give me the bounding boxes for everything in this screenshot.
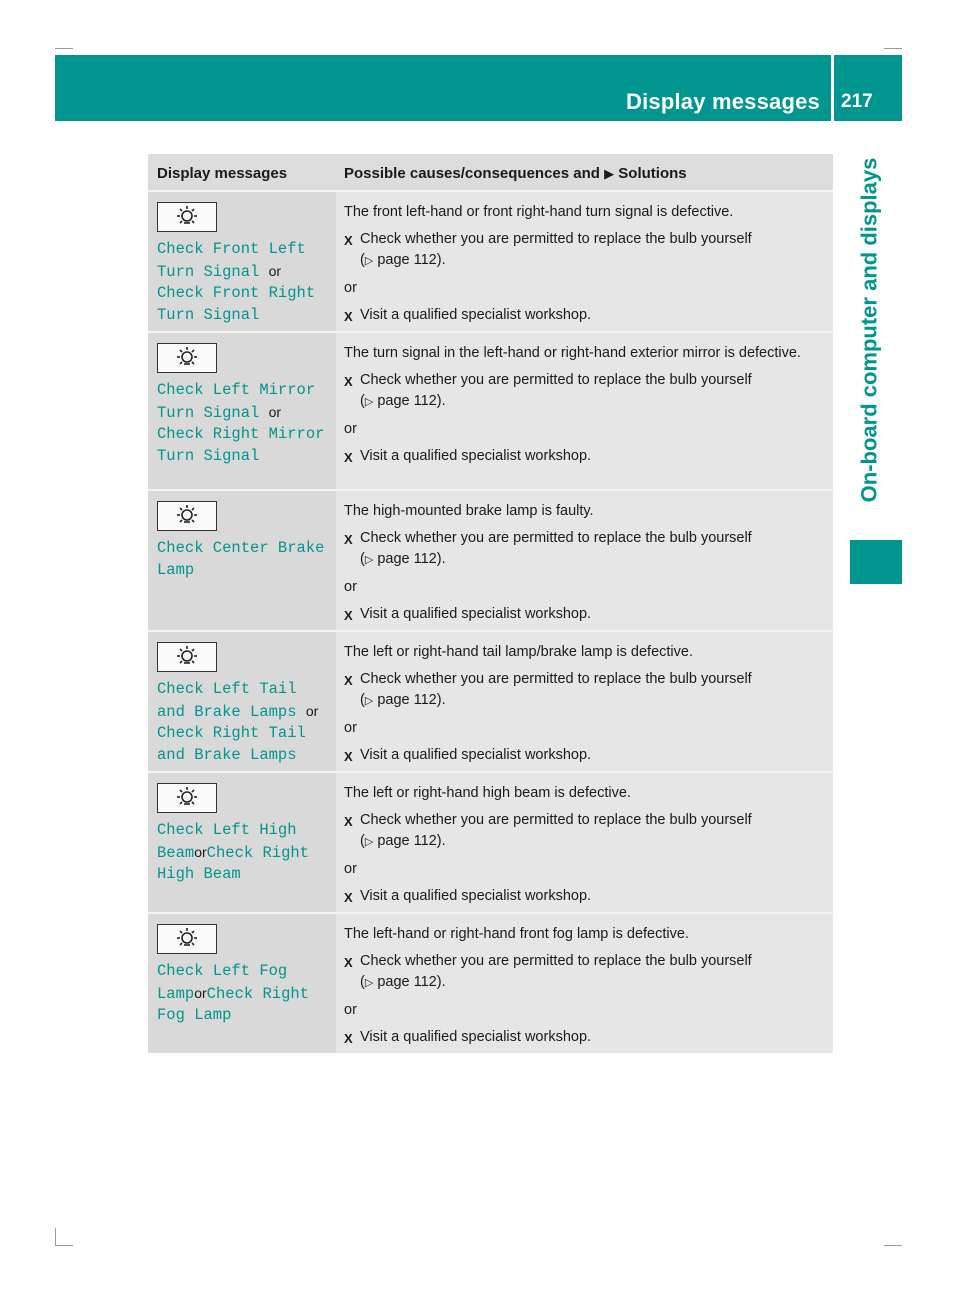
step-marker-icon: X [344, 233, 353, 248]
cause-text: The high-mounted brake lamp is faulty. [344, 503, 594, 519]
solution-step-label: Check whether you are permitted to replace the bulb yourself [360, 953, 752, 969]
solution-step [344, 528, 825, 571]
header-divider [831, 55, 834, 121]
table-row [148, 491, 833, 632]
display-messages-table [148, 154, 833, 1053]
column-header-solutions-text: Solutions [618, 165, 687, 182]
solution-step [344, 745, 825, 767]
solution-step-text [360, 229, 752, 272]
or-connector: or [344, 280, 357, 296]
solution-step-text: Visit a qualified specialist workshop. [360, 307, 592, 323]
display-message-text [157, 679, 332, 766]
causes-solutions-cell [336, 914, 833, 1053]
page-ref-arrow-icon: ▷ [364, 836, 374, 848]
page-title: Display messages [626, 89, 820, 114]
display-message-text [157, 380, 332, 467]
display-message-cell [148, 632, 336, 771]
or-connector: or [194, 843, 207, 860]
solution-step-label: Check whether you are permitted to replace the bulb yourself [360, 671, 752, 687]
cause-text: The front left-hand or front right-hand turn signal is defective. [344, 204, 734, 220]
solution-step-text [360, 810, 752, 853]
step-marker-icon: X [344, 749, 353, 764]
page-ref-open: ( [360, 974, 365, 990]
cause-text: The turn signal in the left-hand or right-hand exterior mirror is defective. [344, 345, 801, 361]
display-message-line: Check Right [206, 843, 309, 862]
page-ref-arrow-icon: ▷ [364, 255, 374, 267]
display-message-line: Check Center Brake [157, 539, 325, 557]
solution-step [344, 810, 825, 853]
display-message-line: Beam [157, 843, 195, 862]
solution-step-label: Check whether you are permitted to replace the bulb yourself [360, 372, 752, 388]
step-marker-icon: X [344, 1031, 353, 1046]
display-message-cell [148, 914, 336, 1053]
solution-step-label: Check whether you are permitted to replace the bulb yourself [360, 812, 752, 828]
crop-mark [884, 48, 902, 49]
page-ref-link[interactable]: page 112). [377, 393, 446, 409]
step-marker-icon: X [344, 673, 353, 688]
page-ref-link[interactable]: page 112). [377, 252, 446, 268]
bulb-icon [157, 343, 217, 373]
solution-step [344, 951, 825, 994]
page-ref-arrow-icon: ▷ [364, 977, 374, 989]
section-tab-marker [850, 540, 902, 584]
step-marker-icon: X [344, 890, 353, 905]
bulb-icon [157, 501, 217, 531]
page-ref-link[interactable]: page 112). [377, 833, 446, 849]
solution-step-text: Visit a qualified specialist workshop. [360, 606, 592, 622]
causes-solutions-cell [336, 333, 833, 489]
section-side-label [836, 121, 902, 539]
solution-step-text [360, 951, 752, 994]
crop-mark [55, 1245, 73, 1246]
display-message-cell [148, 333, 336, 489]
display-message-line: Turn Signal [157, 403, 260, 422]
page-ref-open: ( [360, 551, 365, 567]
display-message-line: Lamp [157, 984, 195, 1003]
page-ref-arrow-icon: ▷ [364, 695, 374, 707]
solution-step [344, 669, 825, 712]
page-number: 217 [841, 91, 873, 112]
solution-step [344, 370, 825, 413]
step-marker-icon: X [344, 309, 353, 324]
page-ref-arrow-icon: ▷ [364, 554, 374, 566]
column-header-causes-text: Possible causes/consequences and [344, 165, 600, 182]
bulb-icon [157, 924, 217, 954]
display-message-line: Check Left Fog [157, 962, 288, 980]
page-ref-arrow-icon: ▷ [364, 396, 374, 408]
or-connector: or [344, 720, 357, 736]
causes-solutions-cell [336, 491, 833, 630]
display-message-line: Check Left Mirror [157, 381, 316, 399]
bulb-icon [157, 202, 217, 232]
display-message-cell [148, 192, 336, 331]
or-connector: or [268, 403, 282, 420]
display-message-line: High Beam [157, 865, 241, 884]
display-message-line: Turn Signal [157, 446, 260, 465]
causes-solutions-cell [336, 773, 833, 912]
solution-step-label: Check whether you are permitted to replace the bulb yourself [360, 231, 752, 247]
crop-mark [55, 1228, 56, 1246]
display-message-text [157, 239, 332, 326]
play-arrow-icon: ▶ [604, 166, 615, 181]
table-row [148, 192, 833, 333]
display-message-line: Check Left High [157, 821, 297, 839]
table-row [148, 773, 833, 914]
solution-step [344, 446, 825, 468]
cause-text: The left or right-hand high beam is defective. [344, 785, 631, 801]
page-ref-open: ( [360, 393, 365, 409]
bulb-icon [157, 642, 217, 672]
page-ref-open: ( [360, 252, 365, 268]
step-marker-icon: X [344, 374, 353, 389]
display-message-line: and Brake Lamps [157, 702, 297, 721]
causes-solutions-cell [336, 192, 833, 331]
cause-text: The left-hand or right-hand front fog lamp is defective. [344, 926, 689, 942]
step-marker-icon: X [344, 532, 353, 547]
causes-solutions-cell [336, 632, 833, 771]
section-label-text: On-board computer and displays [856, 157, 881, 503]
solution-step-text [360, 669, 752, 712]
table-row [148, 333, 833, 491]
solution-step-label: Check whether you are permitted to replace the bulb yourself [360, 530, 752, 546]
display-message-line: Check Front Left [157, 240, 306, 258]
column-header-causes [336, 154, 833, 190]
solution-step [344, 229, 825, 272]
display-message-cell [148, 773, 336, 912]
or-connector: or [305, 702, 319, 719]
solution-step [344, 886, 825, 908]
bulb-icon [157, 783, 217, 813]
display-message-line: Turn Signal [157, 262, 260, 281]
solution-step [344, 1027, 825, 1049]
step-marker-icon: X [344, 955, 353, 970]
table-row [148, 632, 833, 773]
crop-mark [55, 48, 73, 49]
display-message-line: Lamp [157, 560, 195, 579]
solution-step [344, 305, 825, 327]
column-header-messages: Display messages [157, 165, 288, 182]
solution-step-text [360, 370, 752, 413]
solution-step-text [360, 528, 752, 571]
solution-step [344, 604, 825, 626]
or-connector: or [344, 579, 357, 595]
or-connector: or [344, 861, 357, 877]
table-header [148, 154, 833, 192]
display-message-line: Fog Lamp [157, 1006, 232, 1025]
or-connector: or [268, 262, 282, 279]
step-marker-icon: X [344, 608, 353, 623]
display-message-line: Check Right Tail [157, 724, 306, 743]
page-header [55, 55, 902, 121]
or-connector: or [344, 421, 357, 437]
page-ref-link[interactable]: page 112). [377, 551, 446, 567]
display-message-line: Check Front Right [157, 284, 316, 303]
display-message-cell [148, 491, 336, 630]
display-message-line: and Brake Lamps [157, 745, 297, 764]
display-message-text [157, 538, 332, 581]
display-message-line: Check Right [206, 984, 309, 1003]
cause-text: The left or right-hand tail lamp/brake lamp is defective. [344, 644, 693, 660]
display-message-line: Turn Signal [157, 305, 260, 324]
page-ref-link[interactable]: page 112). [377, 974, 446, 990]
display-message-line: Check Left Tail [157, 680, 297, 698]
solution-step-text: Visit a qualified specialist workshop. [360, 747, 592, 763]
or-connector: or [194, 984, 207, 1001]
or-connector: or [344, 1002, 357, 1018]
crop-mark [884, 1245, 902, 1246]
display-message-text [157, 820, 332, 886]
table-row [148, 914, 833, 1053]
step-marker-icon: X [344, 814, 353, 829]
solution-step-text: Visit a qualified specialist workshop. [360, 448, 592, 464]
display-message-line: Check Right Mirror [157, 425, 325, 444]
solution-step-text: Visit a qualified specialist workshop. [360, 888, 592, 904]
solution-step-text: Visit a qualified specialist workshop. [360, 1029, 592, 1045]
page-ref-open: ( [360, 833, 365, 849]
page-ref-link[interactable]: page 112). [377, 692, 446, 708]
step-marker-icon: X [344, 450, 353, 465]
page-ref-open: ( [360, 692, 365, 708]
display-message-text [157, 961, 332, 1027]
